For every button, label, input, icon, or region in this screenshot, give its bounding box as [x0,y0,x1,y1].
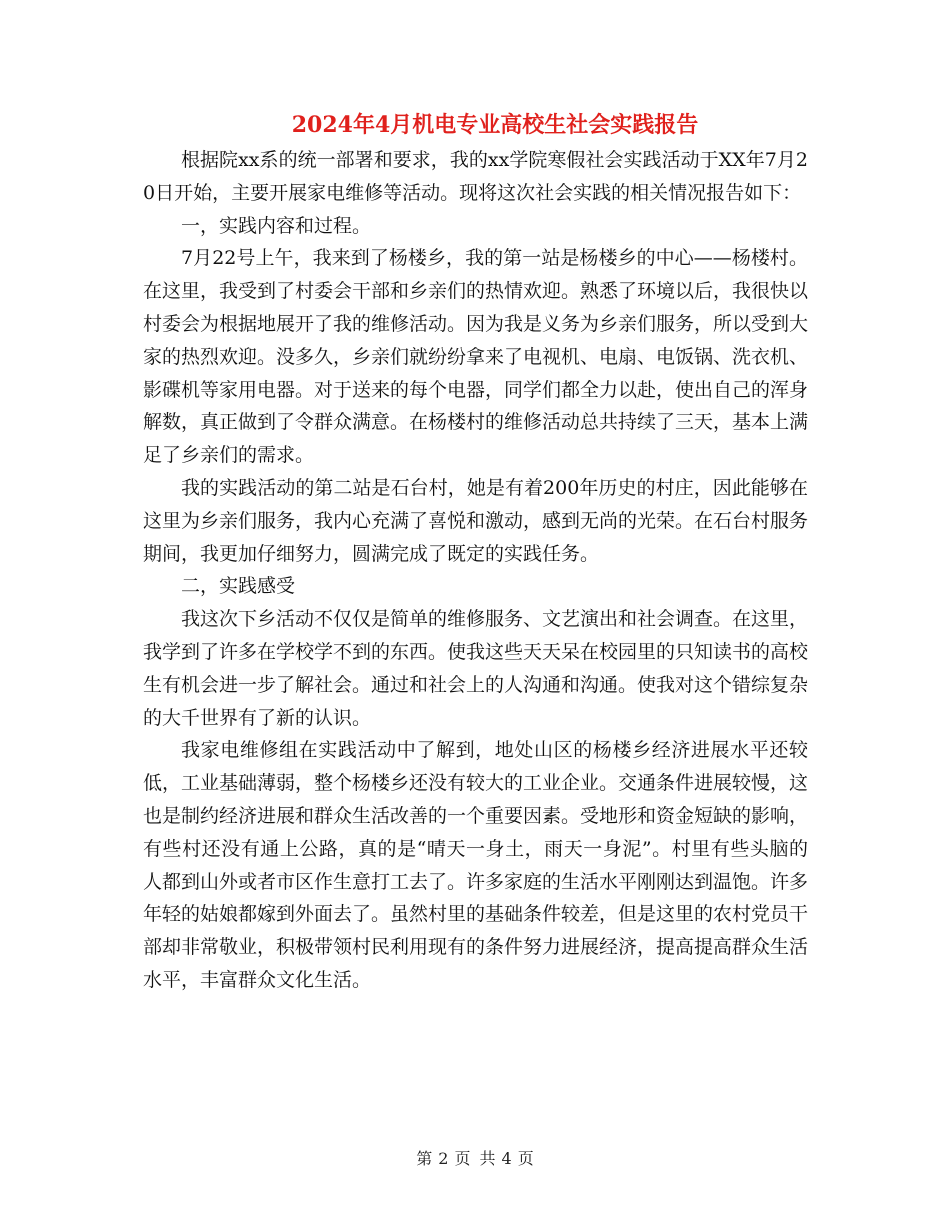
paragraph: 我家电维修组在实践活动中了解到，地处山区的杨楼乡经济进展水平还较低，工业基础薄弱，整个杨楼乡还没有较大的工业企业。交通条件进展较慢，这也是制约经济进展和群众生活改善的一个重要因素。受地形和资金短缺的影响，有些村还没有通上公路，真的是“晴天一身土，雨天一身泥”。村里有些头脑的人都到山外或者市区作生意打工去了。许多家庭的生活水平刚刚达到温饱。许多年轻的姑娘都嫁到外面去了。虽然村里的基础条件较差，但是这里的农村党员干部却非常敬业，积极带领村民利用现有的条件努力进展经济，提高提高群众生活水平，丰富群众文化生活。 [143,739,809,991]
page-footer [0,1148,950,1170]
section-heading: 二，实践感受 [181,575,296,598]
footer-suffix: 页 [517,1149,534,1168]
paragraph: 我的实践活动的第二站是石台村，她是有着200年历史的村庄，因此能够在这里为乡亲们服务，我内心充满了喜悦和激动，感到无尚的光荣。在石台村服务期间，我更加仔细努力，圆满完成了既定的实践任务。 [143,476,809,565]
document-body [143,144,808,997]
document-title: 2024年4月机电专业高校生社会实践报告 [291,112,699,138]
footer-prefix: 第 [416,1149,433,1168]
footer-middle: 页 共 [454,1149,496,1168]
paragraph: 我这次下乡活动不仅仅是简单的维修服务、文艺演出和社会调查。在这里，我学到了许多在学校学不到的东西。使我这些天天呆在校园里的只知读书的高校生有机会进一步了解社会。通过和社会上的人沟通和沟通。使我对这个错综复杂的大千世界有了新的认识。 [143,608,809,729]
footer-current-page: 2 [438,1149,449,1168]
footer-total-pages: 4 [501,1149,512,1168]
paragraph: 根据院xx系的统一部署和要求，我的xx学院寒假社会实践活动于XX年7月20日开始，主要开展家电维修等活动。现将这次社会实践的相关情况报告如下： [143,149,808,204]
section-heading: 一，实践内容和过程。 [181,214,372,237]
paragraph: 7月22号上午，我来到了杨楼乡，我的第一站是杨楼乡的中心——杨楼村。在这里，我受到了村委会干部和乡亲们的热情欢迎。熟悉了环境以后，我很快以村委会为根据地展开了我的维修活动。因为我是义务为乡亲们服务，所以受到大家的热烈欢迎。没多久，乡亲们就纷纷拿来了电视机、电扇、电饭锅、洗衣机、影碟机等家用电器。对于送来的每个电器，同学们都全力以赴，使出自己的浑身解数，真正做到了令群众满意。在杨楼村的维修活动总共持续了三天，基本上满足了乡亲们的需求。 [143,247,809,467]
